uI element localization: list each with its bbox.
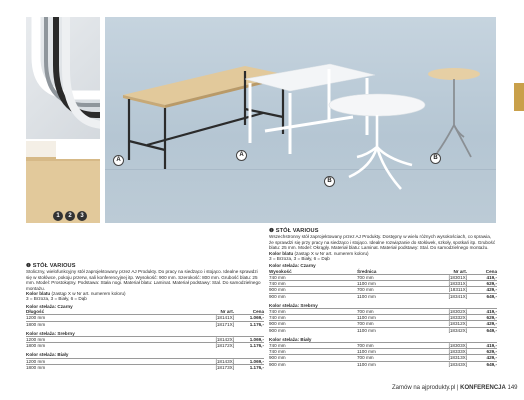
color-options: 3 = Brzoza, 3 = Biały, 6 = Dąb [269,256,330,262]
table-row: 740 mm 1100 mm [18331X] 629,- [269,281,497,287]
left-product-block [26,264,264,370]
price-table [26,309,264,370]
right-product-block [269,229,497,367]
table-row: 1800 mm [18173X] 1.176,- [26,364,264,370]
table-row: 1800 mm [18171X] 1.176,- [26,321,264,327]
color-note: Kolor blatu (zastąp X w Nr art. numerem koloru) [269,250,369,256]
table-row: 900 mm 1100 mm [18341X] 649,- [269,293,497,299]
column-header: Cena [252,309,264,315]
page-number: 149 [507,385,518,391]
edge-samples-illustration [26,17,100,139]
table-row: 900 mm 1100 mm [18342X] 649,- [269,327,497,333]
callout-letter-a: A [113,155,124,166]
frame-color-heading: Kolor stelaża: Czarny [26,303,73,309]
table-row: 740 mm 700 mm [18301X] 419,- [269,275,497,281]
price-table [269,269,497,367]
table-row: 900 mm 700 mm [18311X] 429,- [269,287,497,293]
color-note: Kolor blatu (zastąp X w Nr art. numerem koloru) [26,291,126,297]
table-row: 1800 mm [18172X] 1.176,- [26,343,264,349]
table-row: 900 mm 700 mm [18313X] 429,- [269,355,497,361]
table-row: 740 mm 1100 mm [18332X] 629,- [269,315,497,321]
section-tab-marker [514,83,524,111]
frame-color-heading: Kolor stelaża: Czarny [269,263,316,269]
column-header: Długość [26,309,45,315]
tables-illustration [105,17,496,223]
product-title: ❶ STÓŁ VARIOUS [269,228,319,234]
product-description: Stoliczny, wielofunkcyjny stół zaprojektowany przez AJ Produkty. Do pracy na siedząco i stojąco. Idealne sprawdzi się w stołówce, pokoju przerw, sali konferencyjnej itp. Wysokość: 900 mm. Szerokość: 800 mm. Grubość blatu: 25 mm. Model: Prostokątny. Podstawa: Stała nogi. Materiał blatu: Laminat. Materiał podstawy: Stal. Do samodzielnego montażu. [26,269,261,291]
callout-letter-a: A [236,150,247,161]
column-header: Średnica [357,268,377,274]
footer-section-name: KONFERENCJA [460,385,506,391]
table-edge-detail-photo [26,17,100,139]
group-heading-row: Kolor stelaża: Biały [26,352,69,358]
product-description: Wszechstronny stół zaprojektowany przez AJ Produkty. Dostępny w wielu różnych wysokościach, co sprawia, że sprawdzi się przy pracy na siedząco i stojąco. Idealne rozwiązanie do stołówek, szkoły, spotkań itp. Grubość blatu: 25 mm. Model: Okrągły. Materiał blatu: Laminat. Materiał podstawy: Stal. Do samodzielnego montażu. [269,234,496,251]
bullet-icon: ❶ [26,263,32,269]
callout-letter-b: B [324,176,335,187]
table-row: 1200 mm [18142X] 1.069,- [26,337,264,343]
group-heading-row: Kolor stelaża: Srebrny [269,302,318,308]
table-row: 900 mm 700 mm [18312X] 429,- [269,321,497,327]
product-title: ❶ STÓŁ VARIOUS [26,263,76,269]
group-heading-row: Kolor stelaża: Biały [269,336,312,342]
table-row: 1200 mm [18143X] 1.069,- [26,358,264,364]
column-header: Nr art. [453,268,467,274]
bullet-icon: ❶ [269,228,275,234]
column-header: Cena [485,268,497,274]
page-footer [392,385,518,391]
product-photo [105,17,496,223]
footer-website-link[interactable]: Zamów na ajprodukty.pl | [392,385,461,391]
callout-badge: 2 [65,211,75,221]
color-options: 3 = Brzoza, 3 = Biały, 6 = Dąb [26,296,87,302]
callout-badge: 1 [53,211,63,221]
callout-letter-b: B [430,153,441,164]
table-row: 740 mm 700 mm [18302X] 419,- [269,309,497,315]
table-row: 740 mm 700 mm [18303X] 419,- [269,343,497,349]
group-heading-row: Kolor stelaża: Srebrny [26,330,75,336]
column-header: Wysokość [269,268,292,274]
callout-badge: 3 [77,211,87,221]
column-header: Nr art. [220,309,234,315]
table-row: 1200 mm [18141X] 1.069,- [26,315,264,321]
wood-finish-photo [26,141,100,223]
table-row: 900 mm 1100 mm [18343X] 649,- [269,361,497,367]
table-row: 740 mm 1100 mm [18333X] 629,- [269,349,497,355]
